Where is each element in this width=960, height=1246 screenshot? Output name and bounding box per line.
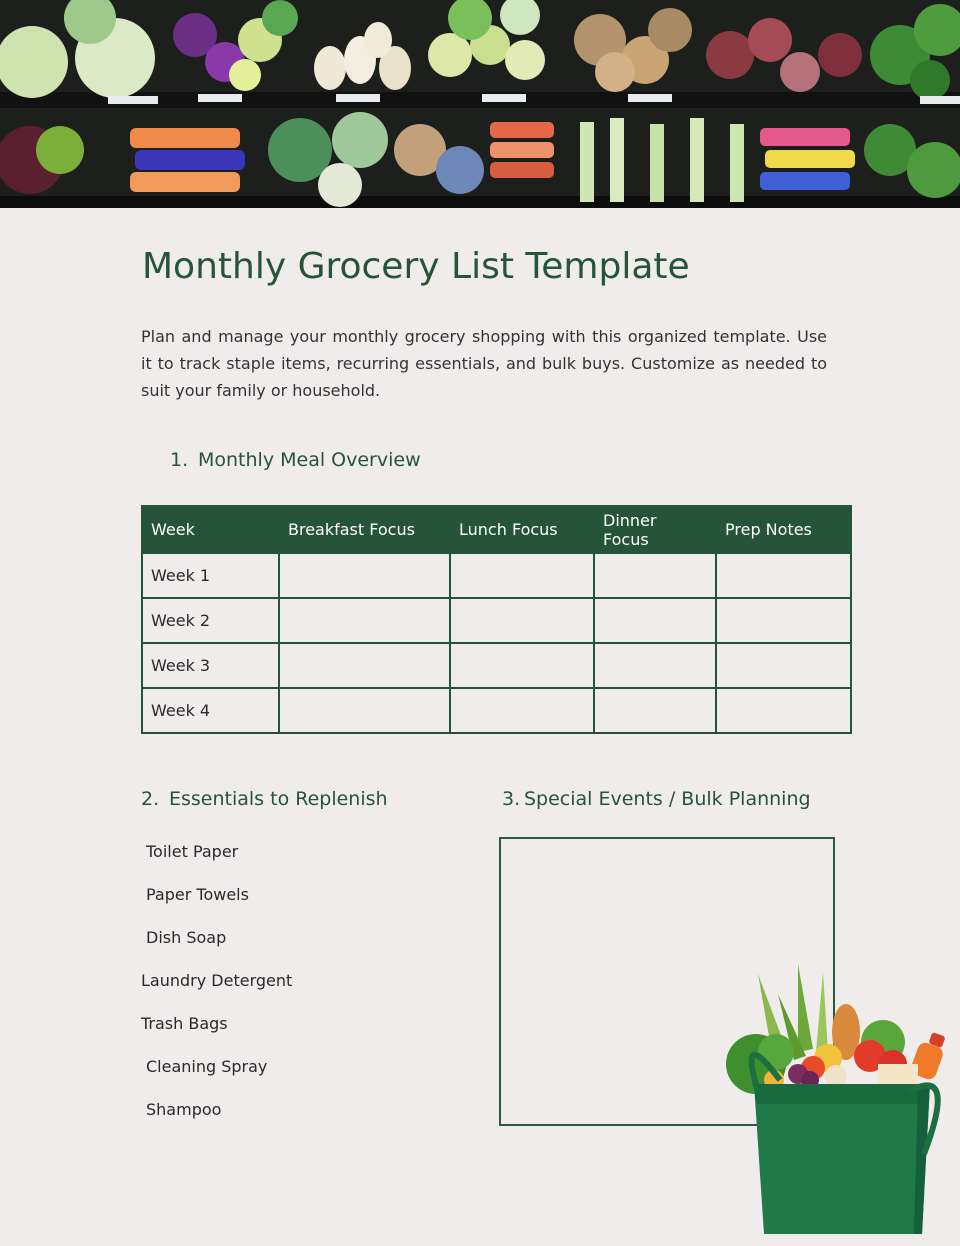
week-label-cell: Week 4 [142,688,279,733]
section-title: Essentials to Replenish [169,788,388,810]
table-row [142,688,851,733]
section-essentials-heading [141,788,388,810]
table-row [142,643,851,688]
week-label-cell: Week 2 [142,598,279,643]
table-cell[interactable] [594,643,716,688]
list-item: Trash Bags [141,1014,228,1033]
table-cell[interactable] [716,598,851,643]
table-header-cell: Prep Notes [716,506,851,553]
section-title: Special Events / Bulk Planning [524,788,811,810]
list-item: Dish Soap [146,928,227,947]
section-bulk-heading [502,788,811,810]
essentials-list [141,838,292,1139]
intro-paragraph: Plan and manage your monthly grocery shopping with this organized template. Use it to track staple items, recurring essentials, and bulk buys. Customize as needed to suit your family or household. [141,327,827,400]
table-cell[interactable] [450,688,594,733]
table-cell[interactable] [594,553,716,598]
section-number: 2. [141,788,160,810]
list-item: Paper Towels [146,885,249,904]
table-cell[interactable] [716,643,851,688]
section-number: 3. [502,788,521,810]
list-item: Toilet Paper [146,842,239,861]
grocery-bag-illustration [718,964,958,1242]
table-header-row [142,506,851,553]
table-header-cell: Breakfast Focus [279,506,450,553]
table-header-cell: Week [142,506,279,553]
table-cell[interactable] [594,688,716,733]
table-cell[interactable] [450,598,594,643]
section-number: 1. [170,449,189,471]
banner-produce-photo [0,0,960,208]
table-cell[interactable] [716,688,851,733]
table-header-cell: Lunch Focus [450,506,594,553]
table-cell[interactable] [716,553,851,598]
section-title: Monthly Meal Overview [198,449,421,471]
table-cell[interactable] [279,598,450,643]
table-header-cell: Dinner Focus [594,506,716,553]
table-cell[interactable] [279,688,450,733]
section-meal-heading [170,449,421,471]
table-cell[interactable] [450,643,594,688]
list-item: Laundry Detergent [141,971,293,990]
list-item: Shampoo [146,1100,222,1119]
week-label-cell: Week 1 [142,553,279,598]
table-row [142,553,851,598]
meal-overview-table [141,505,852,734]
table-cell[interactable] [450,553,594,598]
table-cell[interactable] [279,643,450,688]
table-cell[interactable] [594,598,716,643]
table-row [142,598,851,643]
table-cell[interactable] [279,553,450,598]
list-item: Cleaning Spray [146,1057,268,1076]
page-title: Monthly Grocery List Template [142,246,690,287]
week-label-cell: Week 3 [142,643,279,688]
